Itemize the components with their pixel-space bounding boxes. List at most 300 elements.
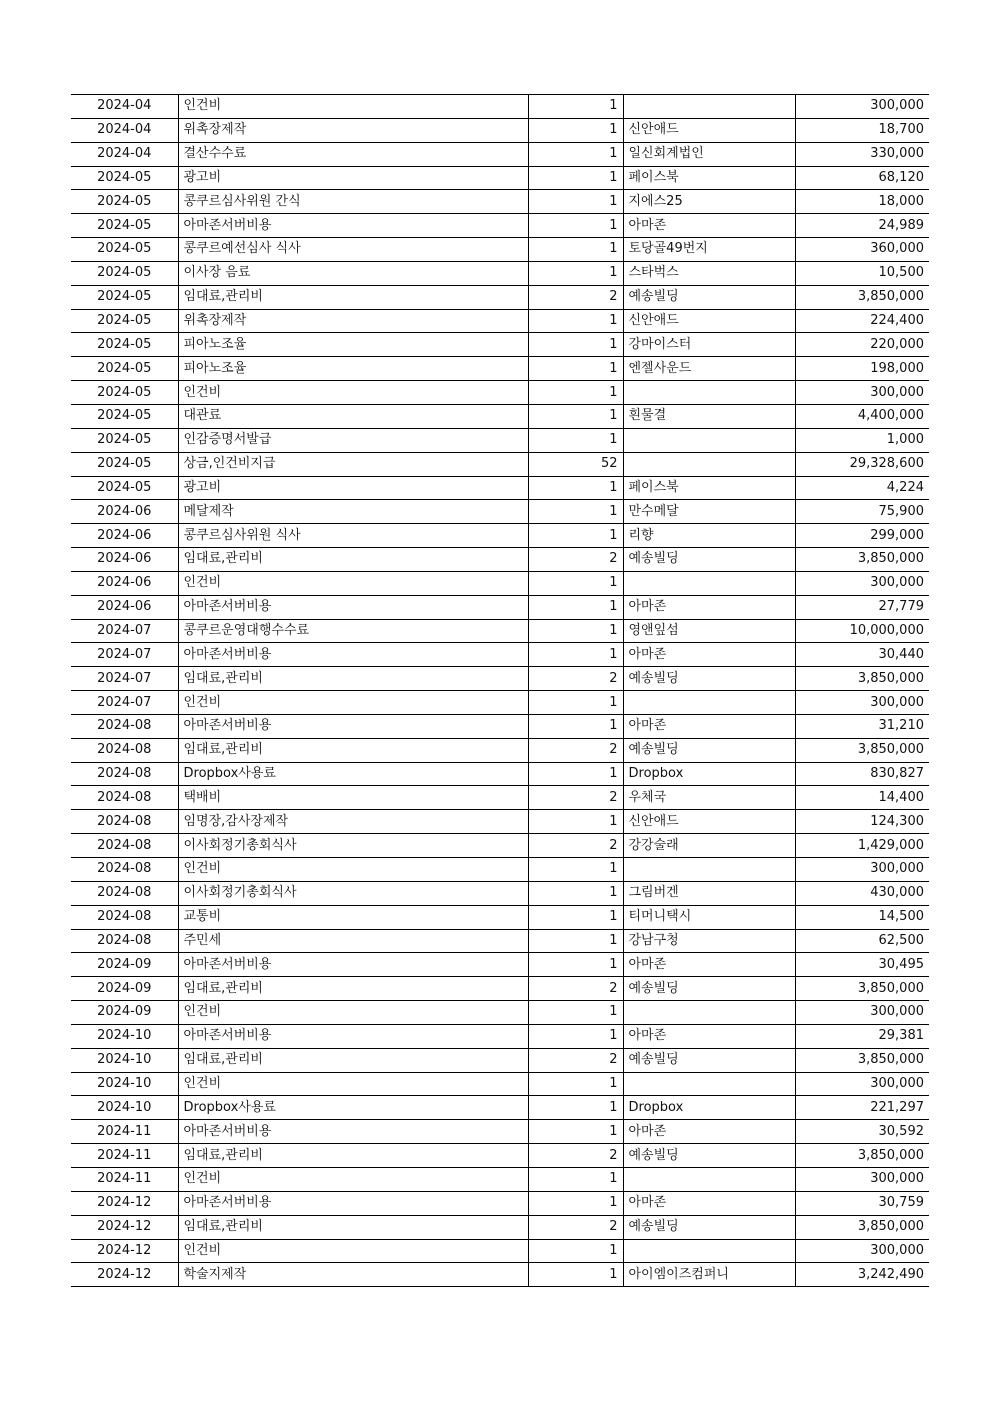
table-row <box>71 238 929 262</box>
date-cell: 2024-05 <box>71 309 178 333</box>
quantity-cell: 2 <box>528 786 623 810</box>
quantity-cell: 1 <box>528 214 623 238</box>
quantity-cell: 1 <box>528 118 623 142</box>
vendor-cell <box>623 1239 795 1263</box>
amount-cell: 62,500 <box>795 929 929 953</box>
table-row <box>71 1144 929 1168</box>
table-row <box>71 95 929 119</box>
table-row <box>71 118 929 142</box>
amount-cell: 300,000 <box>795 858 929 882</box>
quantity-cell: 1 <box>528 714 623 738</box>
item-cell: 아마존서버비용 <box>178 643 528 667</box>
quantity-cell: 1 <box>528 333 623 357</box>
date-cell: 2024-08 <box>71 810 178 834</box>
date-cell: 2024-05 <box>71 238 178 262</box>
date-cell: 2024-08 <box>71 929 178 953</box>
amount-cell: 300,000 <box>795 1239 929 1263</box>
table-row <box>71 905 929 929</box>
amount-cell: 10,500 <box>795 261 929 285</box>
table-row <box>71 881 929 905</box>
date-cell: 2024-07 <box>71 667 178 691</box>
quantity-cell: 1 <box>528 404 623 428</box>
table-row <box>71 810 929 834</box>
date-cell: 2024-05 <box>71 428 178 452</box>
quantity-cell: 1 <box>528 476 623 500</box>
item-cell: 인건비 <box>178 691 528 715</box>
vendor-cell <box>623 571 795 595</box>
table-row <box>71 357 929 381</box>
date-cell: 2024-06 <box>71 548 178 572</box>
vendor-cell: Dropbox <box>623 762 795 786</box>
item-cell: 인건비 <box>178 95 528 119</box>
table-row <box>71 452 929 476</box>
amount-cell: 68,120 <box>795 166 929 190</box>
vendor-cell <box>623 381 795 405</box>
item-cell: 위촉장제작 <box>178 309 528 333</box>
item-cell: Dropbox사용료 <box>178 762 528 786</box>
amount-cell: 360,000 <box>795 238 929 262</box>
vendor-cell: 아마존 <box>623 595 795 619</box>
amount-cell: 4,400,000 <box>795 404 929 428</box>
table-row <box>71 428 929 452</box>
quantity-cell: 1 <box>528 190 623 214</box>
item-cell: 학술지제작 <box>178 1263 528 1287</box>
quantity-cell: 1 <box>528 643 623 667</box>
amount-cell: 430,000 <box>795 881 929 905</box>
vendor-cell: 일신회계법인 <box>623 142 795 166</box>
vendor-cell: Dropbox <box>623 1096 795 1120</box>
amount-cell: 3,242,490 <box>795 1263 929 1287</box>
quantity-cell: 2 <box>528 667 623 691</box>
item-cell: 피아노조율 <box>178 333 528 357</box>
vendor-cell: 강남구청 <box>623 929 795 953</box>
vendor-cell <box>623 1167 795 1191</box>
date-cell: 2024-05 <box>71 214 178 238</box>
vendor-cell: 페이스북 <box>623 476 795 500</box>
vendor-cell: 강강술래 <box>623 834 795 858</box>
date-cell: 2024-06 <box>71 524 178 548</box>
vendor-cell: 신안애드 <box>623 118 795 142</box>
quantity-cell: 1 <box>528 95 623 119</box>
table-row <box>71 309 929 333</box>
item-cell: 임명장,감사장제작 <box>178 810 528 834</box>
date-cell: 2024-12 <box>71 1239 178 1263</box>
table-row <box>71 1191 929 1215</box>
amount-cell: 29,381 <box>795 1024 929 1048</box>
date-cell: 2024-08 <box>71 858 178 882</box>
ledger-body <box>71 95 929 1287</box>
vendor-cell: 예송빌딩 <box>623 1215 795 1239</box>
table-row <box>71 571 929 595</box>
item-cell: 아마존서버비용 <box>178 714 528 738</box>
quantity-cell: 2 <box>528 1215 623 1239</box>
date-cell: 2024-04 <box>71 118 178 142</box>
vendor-cell: 만수메달 <box>623 500 795 524</box>
quantity-cell: 1 <box>528 905 623 929</box>
date-cell: 2024-08 <box>71 762 178 786</box>
quantity-cell: 1 <box>528 166 623 190</box>
vendor-cell: 강마이스터 <box>623 333 795 357</box>
table-row <box>71 953 929 977</box>
table-row <box>71 858 929 882</box>
item-cell: 택배비 <box>178 786 528 810</box>
table-row <box>71 404 929 428</box>
amount-cell: 24,989 <box>795 214 929 238</box>
item-cell: 인건비 <box>178 1167 528 1191</box>
quantity-cell: 2 <box>528 977 623 1001</box>
amount-cell: 10,000,000 <box>795 619 929 643</box>
table-row <box>71 619 929 643</box>
table-row <box>71 667 929 691</box>
table-row <box>71 333 929 357</box>
amount-cell: 3,850,000 <box>795 1144 929 1168</box>
item-cell: 아마존서버비용 <box>178 214 528 238</box>
item-cell: 아마존서버비용 <box>178 1024 528 1048</box>
table-row <box>71 166 929 190</box>
date-cell: 2024-05 <box>71 381 178 405</box>
amount-cell: 30,495 <box>795 953 929 977</box>
amount-cell: 220,000 <box>795 333 929 357</box>
item-cell: 광고비 <box>178 166 528 190</box>
quantity-cell: 1 <box>528 881 623 905</box>
amount-cell: 224,400 <box>795 309 929 333</box>
date-cell: 2024-11 <box>71 1120 178 1144</box>
amount-cell: 30,759 <box>795 1191 929 1215</box>
date-cell: 2024-07 <box>71 643 178 667</box>
date-cell: 2024-11 <box>71 1167 178 1191</box>
table-row <box>71 381 929 405</box>
vendor-cell: 신안애드 <box>623 309 795 333</box>
item-cell: 임대료,관리비 <box>178 1215 528 1239</box>
amount-cell: 299,000 <box>795 524 929 548</box>
amount-cell: 4,224 <box>795 476 929 500</box>
vendor-cell <box>623 691 795 715</box>
date-cell: 2024-12 <box>71 1263 178 1287</box>
quantity-cell: 52 <box>528 452 623 476</box>
vendor-cell: 티머니택시 <box>623 905 795 929</box>
quantity-cell: 1 <box>528 357 623 381</box>
vendor-cell: 스타벅스 <box>623 261 795 285</box>
item-cell: 피아노조율 <box>178 357 528 381</box>
amount-cell: 29,328,600 <box>795 452 929 476</box>
table-row <box>71 500 929 524</box>
table-row <box>71 214 929 238</box>
quantity-cell: 1 <box>528 1120 623 1144</box>
quantity-cell: 1 <box>528 1072 623 1096</box>
quantity-cell: 2 <box>528 834 623 858</box>
table-row <box>71 1001 929 1025</box>
vendor-cell: 리향 <box>623 524 795 548</box>
quantity-cell: 1 <box>528 762 623 786</box>
item-cell: 광고비 <box>178 476 528 500</box>
vendor-cell <box>623 858 795 882</box>
amount-cell: 124,300 <box>795 810 929 834</box>
quantity-cell: 2 <box>528 285 623 309</box>
table-row <box>71 1048 929 1072</box>
vendor-cell <box>623 1072 795 1096</box>
date-cell: 2024-04 <box>71 142 178 166</box>
item-cell: 위촉장제작 <box>178 118 528 142</box>
amount-cell: 30,592 <box>795 1120 929 1144</box>
vendor-cell: 아마존 <box>623 714 795 738</box>
quantity-cell: 2 <box>528 738 623 762</box>
table-row <box>71 1239 929 1263</box>
table-row <box>71 1263 929 1287</box>
date-cell: 2024-05 <box>71 476 178 500</box>
table-row <box>71 762 929 786</box>
amount-cell: 27,779 <box>795 595 929 619</box>
vendor-cell: 지에스25 <box>623 190 795 214</box>
quantity-cell: 1 <box>528 309 623 333</box>
date-cell: 2024-07 <box>71 691 178 715</box>
quantity-cell: 1 <box>528 691 623 715</box>
date-cell: 2024-08 <box>71 905 178 929</box>
amount-cell: 198,000 <box>795 357 929 381</box>
item-cell: 콩쿠르심사위원 간식 <box>178 190 528 214</box>
amount-cell: 18,700 <box>795 118 929 142</box>
amount-cell: 300,000 <box>795 1167 929 1191</box>
quantity-cell: 1 <box>528 428 623 452</box>
date-cell: 2024-09 <box>71 953 178 977</box>
vendor-cell: 예송빌딩 <box>623 548 795 572</box>
item-cell: 이사장 음료 <box>178 261 528 285</box>
date-cell: 2024-10 <box>71 1096 178 1120</box>
date-cell: 2024-05 <box>71 357 178 381</box>
item-cell: Dropbox사용료 <box>178 1096 528 1120</box>
date-cell: 2024-10 <box>71 1072 178 1096</box>
table-row <box>71 285 929 309</box>
quantity-cell: 1 <box>528 858 623 882</box>
item-cell: 아마존서버비용 <box>178 1191 528 1215</box>
vendor-cell: 예송빌딩 <box>623 738 795 762</box>
table-row <box>71 834 929 858</box>
quantity-cell: 2 <box>528 1144 623 1168</box>
quantity-cell: 2 <box>528 1048 623 1072</box>
table-row <box>71 977 929 1001</box>
date-cell: 2024-08 <box>71 834 178 858</box>
item-cell: 인감증명서발급 <box>178 428 528 452</box>
item-cell: 임대료,관리비 <box>178 977 528 1001</box>
date-cell: 2024-11 <box>71 1144 178 1168</box>
table-row <box>71 190 929 214</box>
table-row <box>71 1215 929 1239</box>
vendor-cell: 예송빌딩 <box>623 977 795 1001</box>
quantity-cell: 1 <box>528 953 623 977</box>
item-cell: 인건비 <box>178 1001 528 1025</box>
vendor-cell: 토당골49번지 <box>623 238 795 262</box>
amount-cell: 75,900 <box>795 500 929 524</box>
item-cell: 대관료 <box>178 404 528 428</box>
amount-cell: 1,429,000 <box>795 834 929 858</box>
quantity-cell: 1 <box>528 929 623 953</box>
item-cell: 인건비 <box>178 1072 528 1096</box>
date-cell: 2024-10 <box>71 1024 178 1048</box>
amount-cell: 300,000 <box>795 691 929 715</box>
vendor-cell: 예송빌딩 <box>623 1048 795 1072</box>
amount-cell: 300,000 <box>795 95 929 119</box>
date-cell: 2024-08 <box>71 881 178 905</box>
date-cell: 2024-10 <box>71 1048 178 1072</box>
amount-cell: 300,000 <box>795 1072 929 1096</box>
quantity-cell: 1 <box>528 619 623 643</box>
date-cell: 2024-05 <box>71 166 178 190</box>
item-cell: 이사회정기총회식사 <box>178 834 528 858</box>
table-row <box>71 691 929 715</box>
date-cell: 2024-08 <box>71 714 178 738</box>
item-cell: 인건비 <box>178 571 528 595</box>
quantity-cell: 1 <box>528 1167 623 1191</box>
vendor-cell: 흰물결 <box>623 404 795 428</box>
quantity-cell: 1 <box>528 1191 623 1215</box>
date-cell: 2024-07 <box>71 619 178 643</box>
vendor-cell: 예송빌딩 <box>623 285 795 309</box>
vendor-cell <box>623 428 795 452</box>
table-row <box>71 1120 929 1144</box>
vendor-cell: 영앤잎섬 <box>623 619 795 643</box>
vendor-cell <box>623 452 795 476</box>
amount-cell: 330,000 <box>795 142 929 166</box>
quantity-cell: 1 <box>528 261 623 285</box>
quantity-cell: 1 <box>528 238 623 262</box>
quantity-cell: 1 <box>528 1001 623 1025</box>
table-row <box>71 1072 929 1096</box>
vendor-cell: 아이엠이즈컴퍼니 <box>623 1263 795 1287</box>
table-row <box>71 1024 929 1048</box>
item-cell: 아마존서버비용 <box>178 953 528 977</box>
item-cell: 콩쿠르예선심사 식사 <box>178 238 528 262</box>
amount-cell: 3,850,000 <box>795 285 929 309</box>
table-row <box>71 142 929 166</box>
item-cell: 임대료,관리비 <box>178 738 528 762</box>
vendor-cell <box>623 1001 795 1025</box>
item-cell: 인건비 <box>178 858 528 882</box>
expense-ledger-table <box>71 94 929 1287</box>
quantity-cell: 1 <box>528 500 623 524</box>
item-cell: 임대료,관리비 <box>178 667 528 691</box>
amount-cell: 31,210 <box>795 714 929 738</box>
amount-cell: 18,000 <box>795 190 929 214</box>
date-cell: 2024-12 <box>71 1215 178 1239</box>
amount-cell: 3,850,000 <box>795 977 929 1001</box>
quantity-cell: 1 <box>528 1024 623 1048</box>
table-row <box>71 738 929 762</box>
date-cell: 2024-09 <box>71 1001 178 1025</box>
quantity-cell: 1 <box>528 1263 623 1287</box>
date-cell: 2024-08 <box>71 738 178 762</box>
item-cell: 주민세 <box>178 929 528 953</box>
item-cell: 임대료,관리비 <box>178 548 528 572</box>
quantity-cell: 1 <box>528 524 623 548</box>
table-row <box>71 476 929 500</box>
date-cell: 2024-06 <box>71 500 178 524</box>
table-row <box>71 524 929 548</box>
item-cell: 콩쿠르운영대행수수료 <box>178 619 528 643</box>
amount-cell: 3,850,000 <box>795 548 929 572</box>
table-row <box>71 548 929 572</box>
vendor-cell: 엔젤사운드 <box>623 357 795 381</box>
quantity-cell: 1 <box>528 142 623 166</box>
amount-cell: 3,850,000 <box>795 738 929 762</box>
item-cell: 콩쿠르심사위원 식사 <box>178 524 528 548</box>
amount-cell: 830,827 <box>795 762 929 786</box>
vendor-cell: 그림버겐 <box>623 881 795 905</box>
amount-cell: 3,850,000 <box>795 667 929 691</box>
amount-cell: 221,297 <box>795 1096 929 1120</box>
amount-cell: 300,000 <box>795 381 929 405</box>
table-row <box>71 643 929 667</box>
vendor-cell: 우체국 <box>623 786 795 810</box>
date-cell: 2024-12 <box>71 1191 178 1215</box>
item-cell: 이사회정기총회식사 <box>178 881 528 905</box>
table-row <box>71 595 929 619</box>
table-row <box>71 929 929 953</box>
item-cell: 결산수수료 <box>178 142 528 166</box>
table-row <box>71 786 929 810</box>
vendor-cell: 페이스북 <box>623 166 795 190</box>
vendor-cell: 아마존 <box>623 1191 795 1215</box>
date-cell: 2024-06 <box>71 595 178 619</box>
item-cell: 임대료,관리비 <box>178 1144 528 1168</box>
date-cell: 2024-05 <box>71 333 178 357</box>
table-row <box>71 1096 929 1120</box>
vendor-cell: 아마존 <box>623 1120 795 1144</box>
item-cell: 인건비 <box>178 1239 528 1263</box>
table-row <box>71 714 929 738</box>
date-cell: 2024-08 <box>71 786 178 810</box>
date-cell: 2024-05 <box>71 261 178 285</box>
item-cell: 아마존서버비용 <box>178 595 528 619</box>
table-row <box>71 1167 929 1191</box>
item-cell: 임대료,관리비 <box>178 285 528 309</box>
amount-cell: 3,850,000 <box>795 1215 929 1239</box>
item-cell: 인건비 <box>178 381 528 405</box>
item-cell: 교통비 <box>178 905 528 929</box>
vendor-cell: 신안애드 <box>623 810 795 834</box>
vendor-cell <box>623 95 795 119</box>
quantity-cell: 1 <box>528 571 623 595</box>
date-cell: 2024-04 <box>71 95 178 119</box>
vendor-cell: 예송빌딩 <box>623 1144 795 1168</box>
amount-cell: 300,000 <box>795 571 929 595</box>
item-cell: 메달제작 <box>178 500 528 524</box>
amount-cell: 3,850,000 <box>795 1048 929 1072</box>
vendor-cell: 아마존 <box>623 953 795 977</box>
amount-cell: 30,440 <box>795 643 929 667</box>
date-cell: 2024-09 <box>71 977 178 1001</box>
quantity-cell: 1 <box>528 595 623 619</box>
date-cell: 2024-05 <box>71 404 178 428</box>
vendor-cell: 아마존 <box>623 1024 795 1048</box>
quantity-cell: 1 <box>528 1239 623 1263</box>
date-cell: 2024-06 <box>71 571 178 595</box>
item-cell: 임대료,관리비 <box>178 1048 528 1072</box>
table-row <box>71 261 929 285</box>
quantity-cell: 2 <box>528 548 623 572</box>
item-cell: 아마존서버비용 <box>178 1120 528 1144</box>
amount-cell: 1,000 <box>795 428 929 452</box>
vendor-cell: 예송빌딩 <box>623 667 795 691</box>
quantity-cell: 1 <box>528 810 623 834</box>
amount-cell: 14,400 <box>795 786 929 810</box>
date-cell: 2024-05 <box>71 190 178 214</box>
item-cell: 상금,인건비지급 <box>178 452 528 476</box>
quantity-cell: 1 <box>528 1096 623 1120</box>
amount-cell: 300,000 <box>795 1001 929 1025</box>
vendor-cell: 아마존 <box>623 214 795 238</box>
vendor-cell: 아마존 <box>623 643 795 667</box>
amount-cell: 14,500 <box>795 905 929 929</box>
date-cell: 2024-05 <box>71 452 178 476</box>
